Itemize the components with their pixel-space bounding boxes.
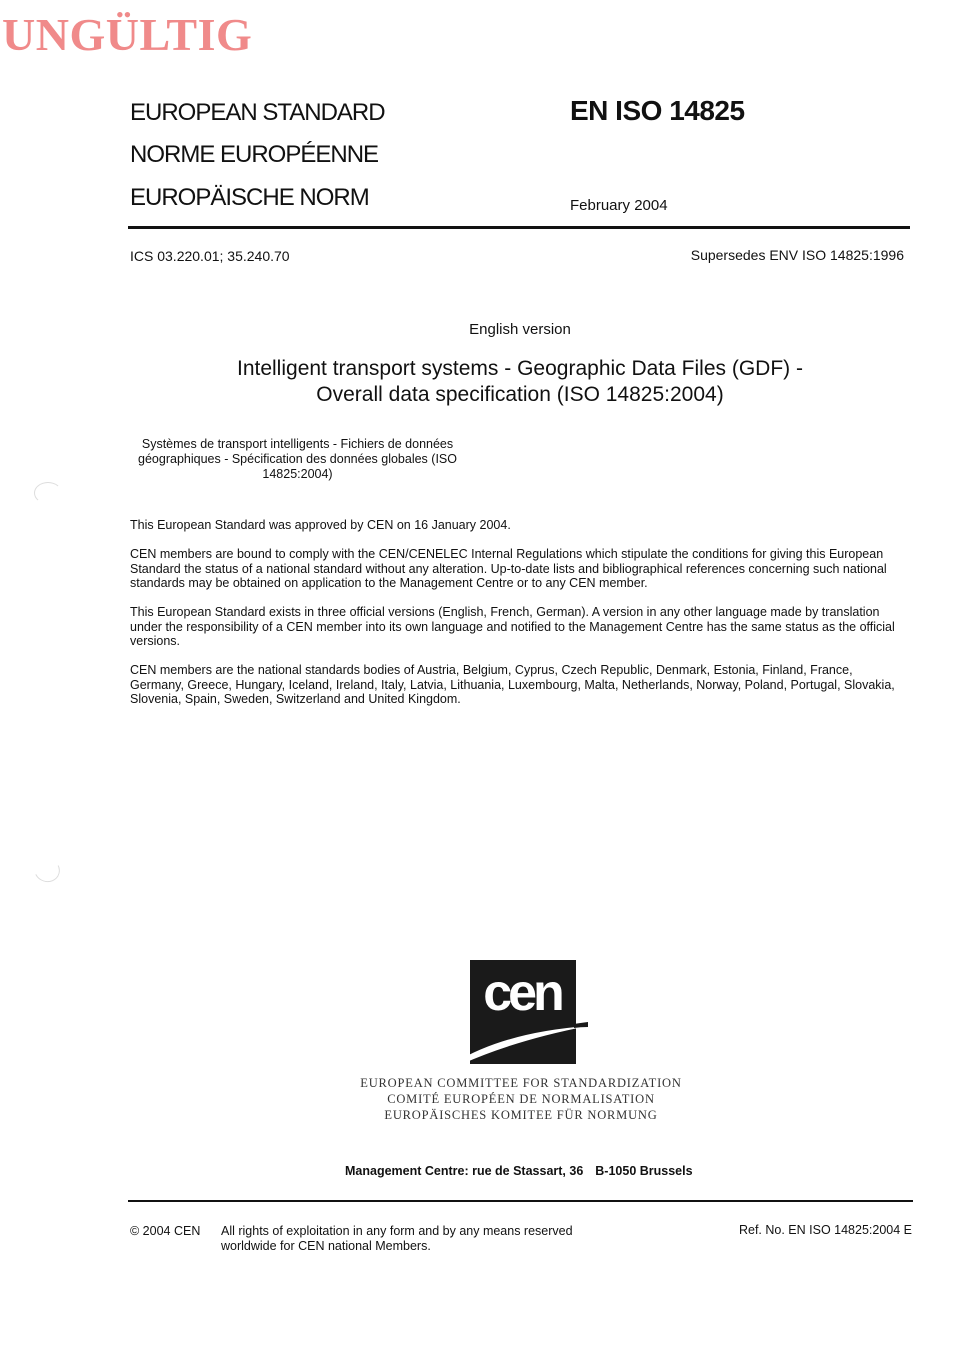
french-title-line-2: géographiques - Spécification des données globales (ISO [138, 452, 457, 466]
reference-number: Ref. No. EN ISO 14825:2004 E [738, 1223, 912, 1237]
management-address: Management Centre: rue de Stassart, 36 [345, 1164, 584, 1178]
committee-name-en: EUROPEAN COMMITTEE FOR STANDARDIZATION [360, 1076, 682, 1090]
rights-line-2: worldwide for CEN national Members. [221, 1238, 431, 1253]
committee-name-fr: COMITÉ EUROPÉEN DE NORMALISATION [387, 1092, 655, 1106]
ics-codes: ICS 03.220.01; 35.240.70 [130, 248, 290, 264]
publication-date: February 2004 [570, 197, 668, 214]
compliance-line-3: standards may be obtained on application to the Management Centre or to any CEN member. [130, 576, 648, 591]
compliance-line-1: CEN members are bound to comply with the CEN/CENELEC Internal Regulations which stipulate the conditions for giving this European [130, 547, 884, 561]
members-line-3: Slovenia, Spain, Sweden, Switzerland and United Kingdom. [130, 692, 461, 707]
french-title-line-3: 14825:2004) [262, 467, 333, 481]
invalid-stamp: UNGÜLTIG [2, 9, 253, 60]
standard-name-de: EUROPÄISCHE NORM [130, 184, 369, 211]
versions-line-2: under the responsibility of a CEN member into its own language and notified to the Management Centre has the same status as the official [130, 619, 895, 634]
document-title [0, 356, 970, 408]
french-title-line-1: Systèmes de transport intelligents - Fichiers de données [141, 437, 454, 451]
copyright: © 2004 CEN [130, 1224, 201, 1238]
standard-name-en: EUROPEAN STANDARD [130, 99, 385, 126]
footer-divider [128, 1200, 913, 1202]
header-divider [128, 226, 910, 229]
versions-paragraph [130, 605, 915, 649]
supersedes-note: Supersedes ENV ISO 14825:1996 [690, 247, 904, 263]
compliance-line-2: Standard the status of a national standard without any alteration. Up-to-date lists and bibliographical references concerning such national [130, 561, 887, 576]
versions-line-3: versions. [130, 634, 181, 649]
cen-logo-swoosh-tail [574, 1022, 588, 1028]
management-city: B-1050 Brussels [595, 1164, 693, 1178]
cen-logo-text: cen [483, 964, 561, 1022]
members-paragraph [130, 663, 915, 707]
title-line-2: Overall data specification (ISO 14825:2004) [316, 383, 724, 406]
cen-logo-icon [456, 960, 588, 1066]
versions-line-1: This European Standard exists in three official versions (English, French, German). A version in any other language made by translation [130, 605, 880, 619]
title-line-1: Intelligent transport systems - Geographic Data Files (GDF) - [236, 357, 803, 380]
standard-name-fr: NORME EUROPÉENNE [130, 141, 379, 168]
scan-smudge [34, 482, 62, 504]
approval-paragraph: This European Standard was approved by CEN on 16 January 2004. [130, 518, 511, 532]
compliance-paragraph [130, 547, 915, 591]
scan-smudge [31, 854, 64, 885]
management-centre [345, 1164, 693, 1178]
rights-statement [221, 1224, 573, 1253]
standard-number: EN ISO 14825 [570, 95, 745, 126]
french-title [130, 437, 465, 482]
members-line-1: CEN members are the national standards bodies of Austria, Belgium, Cyprus, Czech Republic, Denmark, Estonia, Finland, France, [130, 663, 853, 677]
language-version: English version [469, 321, 571, 338]
rights-line-1: All rights of exploitation in any form and by any means reserved [221, 1224, 573, 1238]
members-line-2: Germany, Greece, Hungary, Iceland, Ireland, Italy, Latvia, Lithuania, Luxembourg, Malta, Netherlands, Norway, Poland, Portugal, Slovakia, [130, 677, 895, 692]
committee-name-de: EUROPÄISCHES KOMITEE FÜR NORMUNG [384, 1108, 658, 1122]
